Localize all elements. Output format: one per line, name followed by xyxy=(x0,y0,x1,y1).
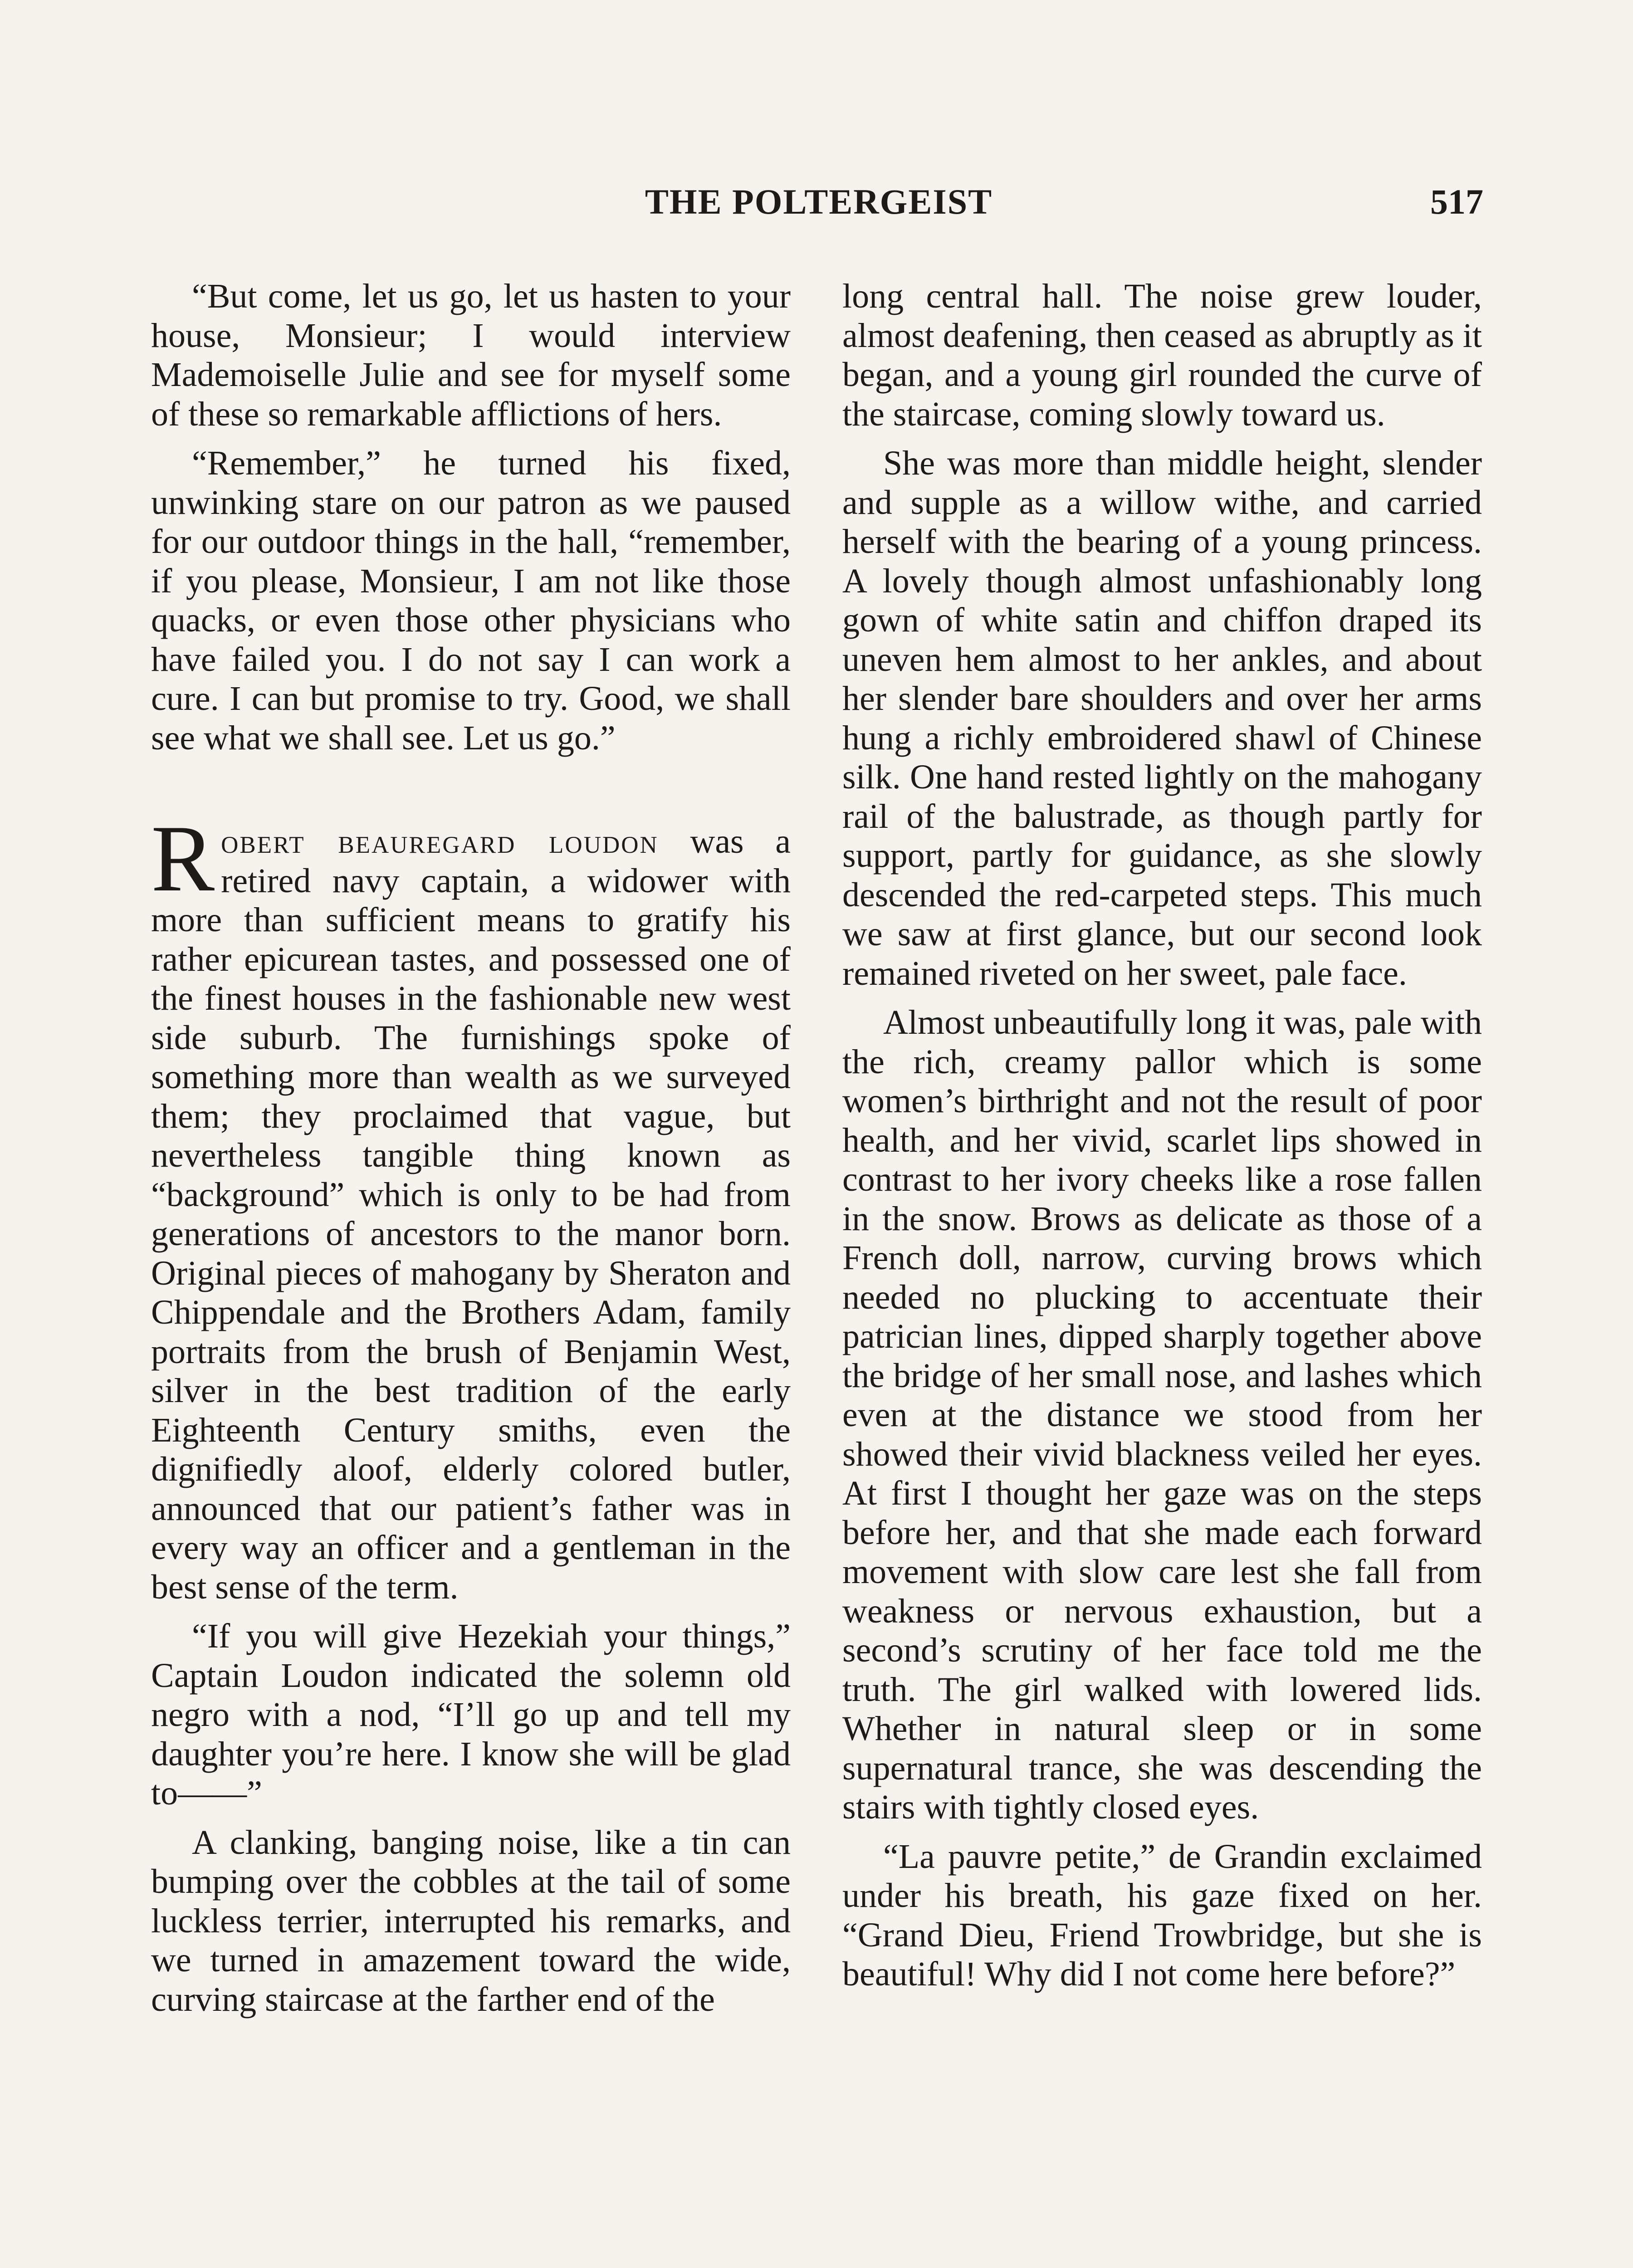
paragraph: “If you will give Hezekiah your things,” Captain Loudon indicated the solemn old negro with a nod, “I’ll go up and tell my daughter you’re here. I know she will be glad to——” xyxy=(151,1617,791,1812)
left-column xyxy=(151,277,791,2029)
paragraph: “La pauvre petite,” de Grandin exclaimed under his breath, his gaze fixed on her. “Grand Dieu, Friend Trowbridge, but she is beautiful! Why did I not come here before?” xyxy=(842,1837,1482,1993)
drop-cap: R xyxy=(151,806,215,911)
paragraph: “Remember,” he turned his fixed, unwinking stare on our patron as we paused for our outdoor things in the hall, “remember, if you please, Monsieur, I am not like those quacks, or even those other physicians who have failed you. I do not say I can work a cure. I can but promise to try. Good, we shall see what we shall see. Let us go.” xyxy=(151,444,791,757)
paragraph: A clanking, banging noise, like a tin can bumping over the cobbles at the tail of some luckless terrier, interrupted his remarks, and we turned in amazement toward the wide, curving staircase at the farther end of the xyxy=(151,1823,791,2019)
section-break xyxy=(151,767,791,822)
page-header xyxy=(154,181,1483,231)
paragraph: “But come, let us go, let us hasten to your house, Monsieur; I would interview Mademoiselle Julie and see for myself some of these so remarkable afflictions of hers. xyxy=(151,277,791,433)
page-number: 517 xyxy=(1430,182,1483,221)
running-title: THE POLTERGEIST xyxy=(645,182,993,221)
paragraph: She was more than middle height, slender and supple as a willow withe, and carried herself with the bearing of a young princess. A lovely though almost unfashionably long gown of white satin and chiffon draped its uneven hem almost to her ankles, and about her slender bare shoulders and over her arms hung a richly embroidered shawl of Chinese silk. One hand rested lightly on the mahogany rail of the balustrade, as though partly for support, partly for guidance, as she slowly descended the red-carpeted steps. This much we saw at first glance, but our second look remained riveted on her sweet, pale face. xyxy=(842,444,1482,992)
paragraph-with-drop-cap xyxy=(151,806,791,1607)
small-caps-name: obert beauregard loudon xyxy=(221,822,659,860)
paragraph-text: was a retired navy captain, a widower with more than sufficient means to gratify his rather epicurean tastes, and possessed one of the finest houses in the fashionable new west side suburb. The furnishings spoke of something more than wealth as we surveyed them; they proclaimed that vague, but nevertheless tangible thing known as “background” which is only to be had from generations of ancestors to the manor born. Original pieces of mahogany by Sheraton and Chippendale and the Brothers Adam, family portraits from the brush of Benjamin West, silver in the best tradition of the early Eighteenth Century smiths, even the dignifiedly aloof, elderly colored butler, announced that our patient’s father was in every way an officer and a gentleman in the best sense of the term. xyxy=(151,822,791,1606)
paragraph: Almost unbeautifully long it was, pale with the rich, creamy pallor which is some women’s birthright and not the result of poor health, and her vivid, scarlet lips showed in contrast to her ivory cheeks like a rose fallen in the snow. Brows as delicate as those of a French doll, narrow, curving brows which needed no plucking to accentuate their patrician lines, dipped sharply together above the bridge of her small nose, and lashes which even at the distance we stood from her showed their vivid blackness veiled her eyes. At first I thought her gaze was on the steps before her, and that she made each forward movement with slow care lest she fall from weakness or nervous exhaustion, but a second’s scrutiny of her face told me the truth. The girl walked with lowered lids. Whether in natural sleep or in some supernatural trance, she was descending the stairs with tightly closed eyes. xyxy=(842,1003,1482,1826)
right-column xyxy=(842,277,1482,2004)
paragraph: long central hall. The noise grew louder, almost deafening, then ceased as abruptly as it began, and a young girl rounded the curve of the staircase, coming slowly toward us. xyxy=(842,277,1482,433)
